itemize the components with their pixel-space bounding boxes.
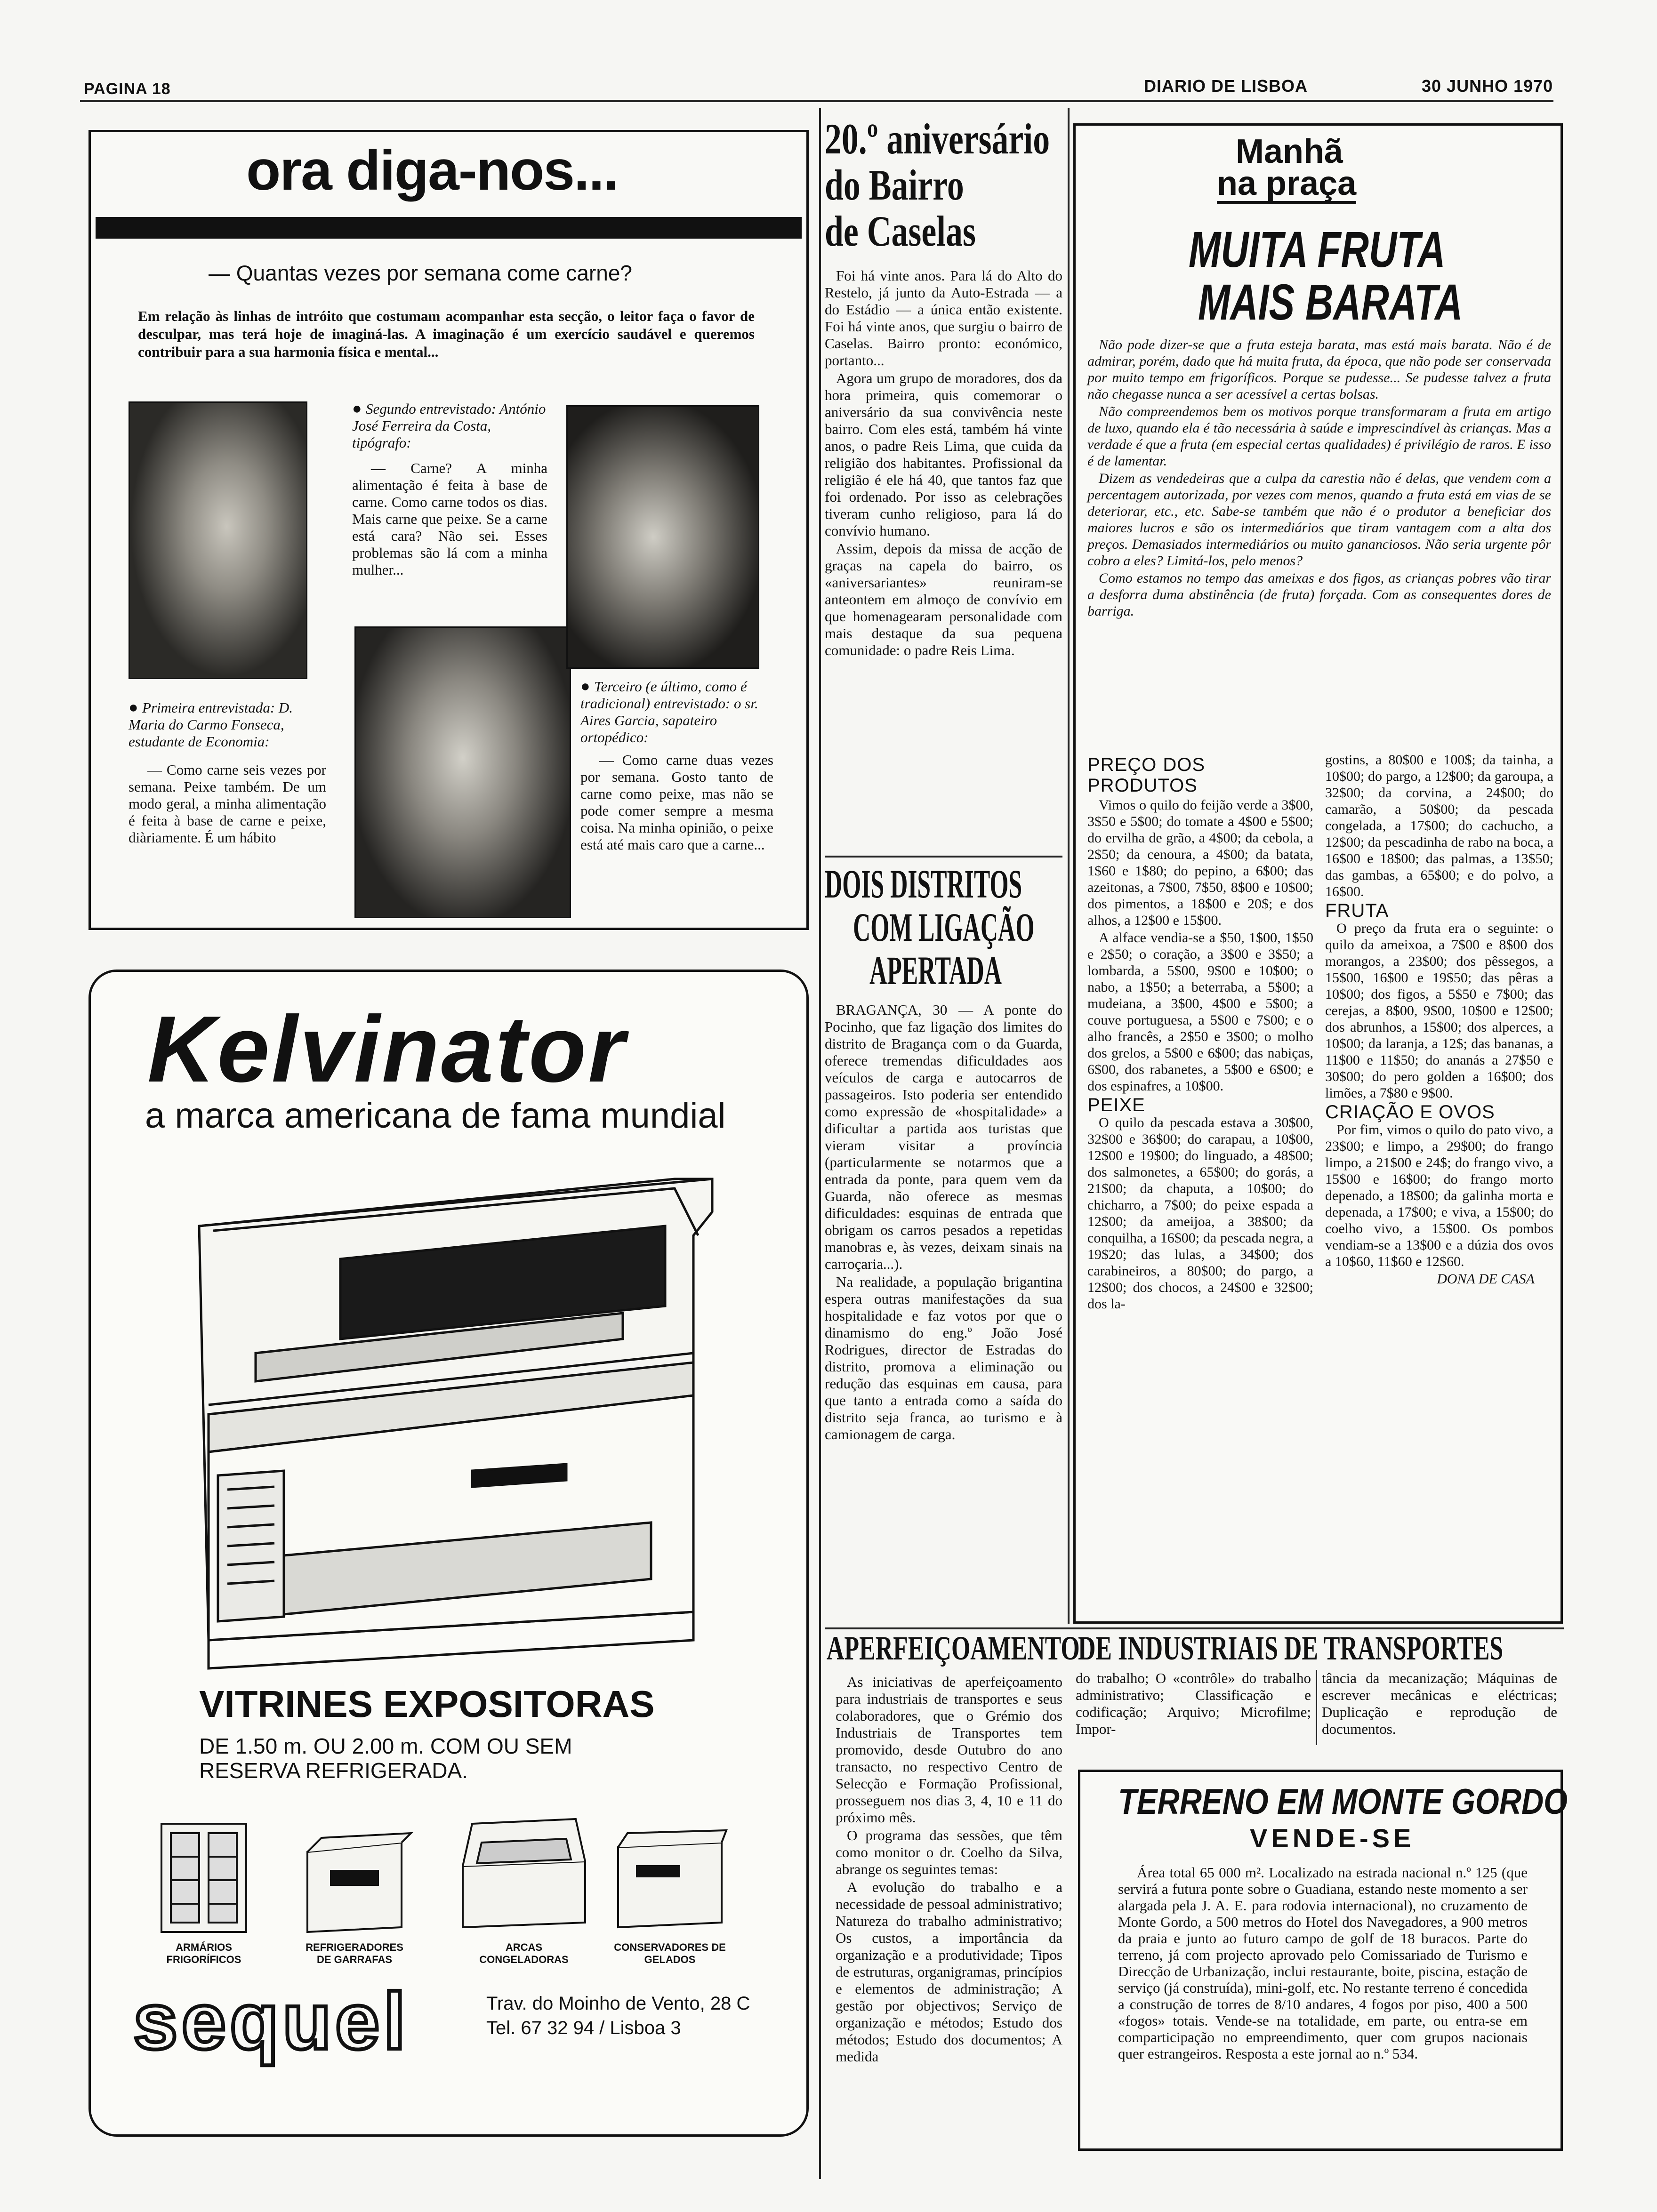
alface-text: A alface vendia-se a $50, 1$00, 1$50 e 2$50; o coração, a 3$00 e 3$50; a lombarda, a 5$00, 9$00 e 10$00; o nabo, a 1$50; a beterraba, a 5$00; a mudeiana, a 3$00, 4$00 e 5$00; a couve portuguesa, a 5$00 e 7$00; e o alho francês, a 2$50 e 3$00; o molho dos grelos, a 5$00 e 6$00; das nabiças, 6$00, dos rabanetes, a 5$00 e 6$00; e dos espinafres, a 10$00.	[1087, 930, 1313, 1094]
preco-heading: PREÇO DOS PRODUTOS	[1087, 754, 1205, 796]
display-case-illustration	[143, 1151, 755, 1678]
product-label-1: ARMÁRIOS FRIGORÍFICOS	[166, 1941, 241, 1965]
transportes-col2: do trabalho; O «contrôle» do trabalho administrativo; Classificação e codificação; Arquivo; Microfilme; Impor-	[1076, 1670, 1311, 1737]
product-label-4: CONSERVADORES DE GELADOS	[614, 1941, 726, 1965]
third-intro: Terceiro (e último, como é tradicional) entrevistado: o sr. Aires Garcia, sapateiro ortopédico:	[580, 678, 758, 745]
manha-p2: Não compreendemos bem os motivos porque transformaram a fruta em artigo de luxo, quando ela é tão necessária à saúde e imprescindível às crianças. Mas a verdade é que a fruta (em especial certas qualidades) é privilégio de raros. E isso é de lamentar.	[1087, 404, 1551, 469]
product-conservador-icon	[609, 1824, 731, 1932]
manha-p4: Como estamos no tempo das ameixas e dos figos, as crianças pobres vão tirar a desforra duma abstinência (de fruta) forçada. Com as consequentes dores de barriga.	[1087, 570, 1551, 619]
ora-diga-box	[88, 130, 809, 930]
column-rule	[1068, 108, 1070, 1624]
caselas-title-1: 20.º aniversário	[825, 115, 1050, 163]
bullet-icon: ●	[352, 400, 366, 417]
peixe-text-cont: gostins, a 80$00 e 100$; da tainha, a 10$00; do pargo, a 12$00; da garoupa, a 32$00; da corvina, a 24$00; do camarão, a 50$00; da pescada congelada, a 17$00; do cachucho, a 12$00; da pescadinha de rabo na boca, a 16$00 e 18$00; das palmas, a 13$50; das gambas, a 65$00; e do polvo, a 16$00.	[1325, 752, 1553, 899]
header-rule	[80, 100, 1553, 102]
kelvinator-logo: Kelvinator	[147, 997, 627, 1102]
manha-logo-2: na praça	[1217, 166, 1356, 204]
manha-box	[1073, 123, 1563, 1624]
bullet-icon: ●	[129, 699, 143, 716]
first-answer: — Como carne seis vezes por semana. Peixe também. De um modo geral, a minha alimentação é feita à base de carne e peixe, diàriamente. É um hábito	[129, 761, 326, 846]
ad-headline: VITRINES EXPOSITORAS	[199, 1683, 655, 1725]
distritos-p2: Na realidade, a população brigantina espera outras manifestações da sua hospitalidade e faz votos por que o dinamismo do eng.º João José Rodrigues, director de Estradas do distrito, promova a eliminação ou redução das esquinas em causa, para que tanto a entrada como a saída do distrito seja franca, ao turismo e à camionagem de carga.	[825, 1274, 1062, 1443]
issue-date: 30 JUNHO 1970	[1422, 76, 1553, 96]
section-rule	[825, 856, 1062, 858]
terreno-text: Área total 65 000 m². Localizado na estrada nacional n.º 125 (que servirá a futura ponte sobre o Guadiana, estando neste momento a ser alargada pela J. A. E. para rodovia internacional), no cruzamento de Monte Gordo, a 500 metros do Hotel dos Navegadores, a 900 metros da praia e junto ao futuro campo de golf de 18 buracos. Parte do terreno, já com projecto aprovado pelo Comissariado de Turismo e Direcção de Urbanização, inclui restaurante, boite, piscina, estação de serviço (já construída), mini-golf, etc. No restante terreno é concedida a construção de torres de 8/10 andares, 4 fogos por piso, 400 a 500 «fogos» totais. Vende-se na totalidade, em parte, ou entra-se em comparticipação no empreendimento, quer com grupos nacionais quer estrangeiros. Resposta a este jornal ao n.º 534.	[1118, 1864, 1528, 2062]
kelvinator-slogan: a marca americana de fama mundial	[145, 1096, 726, 1136]
transportes-col3: tância da mecanização; Máquinas de escrever mecânicas e eléctricas; Duplicação e reprodução de documentos.	[1322, 1670, 1557, 1737]
transportes-p3: A evolução do trabalho e a necessidade de pessoal administrativo; Natureza do trabalho administrativo; Os custos, a importância da organização e a produtividade; Tipos de estruturas, organigramas, princípios e elementos de administração; A gestão por objectivos; Serviço de organização e métodos; Estudo dos métodos; Estudo dos documentos; A medida	[836, 1879, 1062, 2065]
column-rule	[819, 108, 821, 2179]
manha-p1: Não pode dizer-se que a fruta esteja barata, mas está mais barata. Não é de admirar, porém, dado que há muita fruta, da época, que não pode ser conservada por muito tempo em frigoríficos. Porque se pudesse... Se pudesse talvez a fruta não chegasse nunca a ser acessível a certas bolsas.	[1087, 337, 1551, 402]
dealer-address: Trav. do Moinho de Vento, 28 C	[486, 1993, 750, 2014]
distritos-p1: BRAGANÇA, 30 — A ponte do Pocinho, que faz ligação dos limites do distrito de Bragança com o da Guarda, oferece tremendas dificuldades aos veículos de carga e autocarros de passageiros. Isto poderia ser entendido como expressão de «hospitalidade» a dificultar a partida aos turistas que vieram visitar a província (particularmente se notarmos que a entrada da ponte, para quem vem da Guarda, não oferece as mesmas dificuldades: esquinas de entrada que obrigam os carros pesados a repetidas manobras e, às vezes, deixam sinais na carroçaria...).	[825, 1002, 1062, 1272]
distritos-title-3: APERTADA	[869, 948, 1002, 993]
preco-text: Vimos o quilo do feijão verde a 3$00, 3$50 e 5$00; do tomate a 4$00 e 5$00; do ervilha de grão, a 4$00; da cebola, a 2$50; da cenoura, a 4$00; da batata, 1$60 e 1$80; do pepino, a 6$00; das azeitonas, a 7$00, 7$50, 8$00 e 10$00; dos pimentos, a 18$00 e 20$; e dos alhos, a 12$00 e 15$00.	[1087, 797, 1313, 928]
distritos-title-2: COM LIGAÇÃO	[853, 905, 1035, 950]
terreno-box	[1078, 1770, 1568, 2151]
manha-title-1: MUITA FRUTA	[1189, 221, 1446, 278]
fruta-text: O preço da fruta era o seguinte: o quilo da ameixoa, a 7$00 e 8$00 dos morangos, a 23$00; dos pêssegos, a 15$00, 16$00 e 19$50; das pêras a 10$00; dos figos, a 5$50 e 7$00; das cerejas, a 8$00, 9$00, 10$00 e 12$00; dos abrunhos, a 15$00; dos alperces, a 10$00; da laranja, a 12$; das bananas, a 11$00 e 11$50; do ananás a 27$50 e 30$00; do pero golden a 16$00; dos limões, a 7$80 e 9$00.	[1325, 921, 1553, 1101]
sequel-logo: sequel	[133, 1977, 410, 2066]
logo-bar	[96, 217, 802, 239]
question: — Quantas vezes por semana come carne?	[209, 261, 633, 285]
intro-text: Em relação às linhas de intróito que costumam acompanhar esta secção, o leitor faça o favor de desculpar, mas terá hoje de imaginá-las. A imaginação é um exercício saudável e queremos contribuir para a sua harmonia física e mental...	[138, 308, 755, 360]
product-label-3: ARCAS CONGELADORAS	[479, 1941, 569, 1965]
ad-sub2: RESERVA REFRIGERADA.	[199, 1758, 468, 1783]
page-number: PAGINA 18	[84, 80, 171, 98]
second-intro: Segundo entrevistado: António José Ferreira da Costa, tipógrafo:	[352, 401, 546, 451]
photo-third-interviewee	[566, 405, 759, 669]
caselas-title-3: de Caselas	[825, 207, 976, 255]
photo-first-interviewee	[129, 401, 307, 679]
photo-second-interviewee	[354, 626, 571, 918]
dealer-phone: Tel. 67 32 94 / Lisboa 3	[486, 2018, 681, 2038]
transportes-title-right: DE INDUSTRIAIS DE TRANSPORTES	[1078, 1629, 1504, 1667]
ora-diga-logo: ora diga-nos...	[246, 139, 619, 202]
manha-logo-1: Manhã	[1236, 133, 1343, 170]
caselas-p3: Assim, depois da missa de acção de graças na capela do bairro, os «aniversariantes» reuniram-se anteontem em almoço de convívio em que homenagearam personalidade com mais destaque da sua pequena comunidade: o padre Reis Lima.	[825, 540, 1062, 658]
manha-title-2: MAIS BARATA	[1198, 273, 1463, 330]
product-arca-icon	[453, 1814, 595, 1932]
product-armario-icon	[143, 1814, 265, 1937]
terreno-subtitle: VENDE-SE	[1250, 1823, 1415, 1853]
product-refrigerador-icon	[293, 1824, 416, 1937]
bullet-icon: ●	[580, 678, 595, 695]
criacao-text: Por fim, vimos o quilo do pato vivo, a 23$00; e limpo, a 29$00; do frango limpo, a 21$00 e 24$; do frango vivo, a 15$00 e 16$00; do frango morto depenado, a 18$00; da galinha morta e depenada, a 17$00; e viva, a 15$00; do coelho vivo, a 15$00. Os pombos vendiam-se a 13$00 e a dúzia dos ovos a 10$60, 11$60 e 12$60.	[1325, 1122, 1553, 1269]
criacao-heading: CRIAÇÃO E OVOS	[1325, 1102, 1495, 1122]
caselas-p2: Agora um grupo de moradores, dos da hora primeira, quis comemorar o aniversário da sua convivência neste bairro. Com eles está, também há vinte anos, o padre Reis Lima, que cuida da religião dos habitantes. Profissional da religião é ele há 40, que tantos faz que foi ordenado. Por isso as celebrações tiveram cunho religioso, para lá do convívio humano.	[825, 370, 1062, 539]
transportes-p1: As iniciativas de aperfeiçoamento para industriais de transportes e seus colaboradores, que o Grémio dos Industriais de Transportes tem promovido, desde Outubro do ano transacto, no respectivo Centro de Selecção e Formação Profissional, prosseguem nos dias 3, 4, 10 e 11 do próximo mês.	[836, 1674, 1062, 1826]
kelvinator-ad	[88, 970, 809, 2137]
transportes-title-left: APERFEIÇOAMENTO	[827, 1629, 1080, 1667]
fruta-heading: FRUTA	[1325, 900, 1389, 921]
distritos-title-1: DOIS DISTRITOS	[825, 861, 1022, 906]
signature: DONA DE CASA	[1437, 1271, 1535, 1287]
column-rule	[1316, 1670, 1317, 1745]
caselas-p1: Foi há vinte anos. Para lá do Alto do Restelo, já junto da Auto-Estrada — a do Estádio — a única então existente. Foi há vinte anos, que surgiu o bairro de Caselas. Bairro pronto: económico, portanto...	[825, 267, 1062, 369]
peixe-heading: PEIXE	[1087, 1095, 1145, 1115]
first-intro: Primeira entrevistada: D. Maria do Carmo Fonseca, estudante de Economia:	[129, 699, 293, 750]
ad-sub1: DE 1.50 m. OU 2.00 m. COM OU SEM	[199, 1734, 572, 1758]
terreno-title: TERRENO EM MONTE GORDO	[1118, 1782, 1568, 1822]
newspaper-name: DIARIO DE LISBOA	[1144, 76, 1308, 96]
third-answer: — Como carne duas vezes por semana. Gosto tanto de carne como peixe, mas não se pode comer sempre a mesma coisa. Na minha opinião, o peixe está até mais caro que a carne...	[580, 752, 773, 853]
transportes-p2: O programa das sessões, que têm como monitor o dr. Coelho da Silva, abrange os seguintes temas:	[836, 1827, 1062, 1877]
caselas-title-2: do Bairro	[825, 161, 964, 209]
product-label-2: REFRIGERADORES DE GARRAFAS	[306, 1941, 403, 1965]
manha-p3: Dizem as vendedeiras que a culpa da carestia não é delas, que vendem com a percentagem autorizada, por vezes com menos, quando a fruta está em vias de se deteriorar, etc., etc. Sabe-se também que não é o produtor a beneficiar dos maiores lucros e são os intermediários que tiram vantagem com a alta dos preços. Demasiados intermediários ou muito gananciosos. Não seria urgente pôr cobro a eles? Limitá-los, pelo menos?	[1087, 471, 1551, 569]
second-answer: — Carne? A minha alimentação é feita à base de carne. Como carne todos os dias. Mais carne que peixe. Se a carne está cara? Não sei. Esses problemas são lá com a minha mulher...	[352, 460, 547, 578]
peixe-text: O quilo da pescada estava a 30$00, 32$00 e 36$00; do carapau, a 10$00, 12$00 e 19$00; do linguado, a 48$00; dos salmonetes, a 65$00; do gorás, a 21$00; da chaputa, a 10$00; do chicharro, a 7$00; do peixe espada a 12$00; da ameijoa, a 38$00; da conquilha, a 16$00; da pescada negra, a 19$20; das lulas, a 34$00; dos carabineiros, a 80$00; do pargo, a 12$00; dos chocos, a 24$00 e 32$00; dos la-	[1087, 1115, 1313, 1312]
